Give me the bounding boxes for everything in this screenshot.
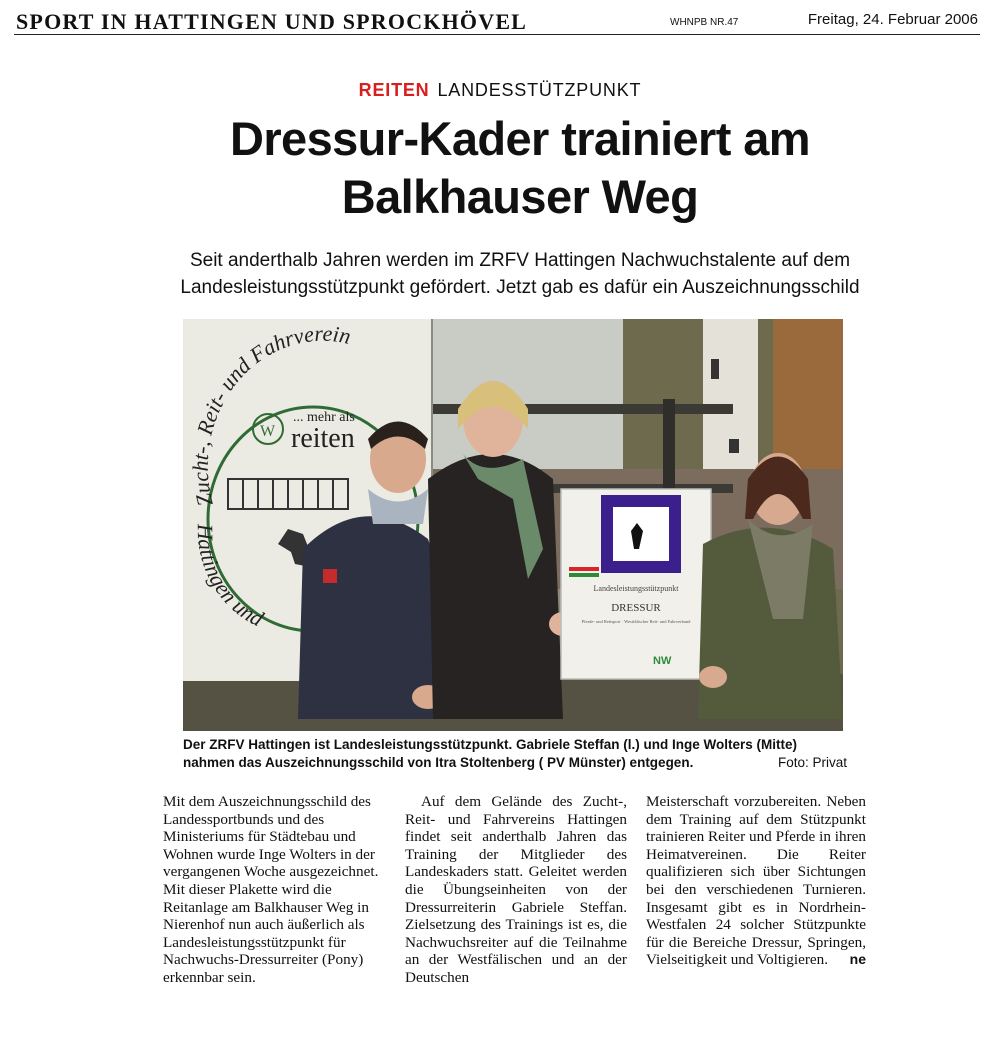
headline-line-1: Dressur-Kader trainiert am: [230, 112, 810, 165]
plaque-top-text: Landesleistungsstützpunkt: [593, 584, 679, 593]
subtitle-line-1: Seit anderthalb Jahren werden im ZRFV Hattingen Nachwuchstalente auf dem: [189, 250, 851, 271]
photo-credit: Foto: Privat: [777, 755, 847, 770]
body-column-3-text: Meisterschaft vorzubereiten. Neben dem Training auf dem Stützpunkt trainieren Reiter und Pferde in ihren Heimatvereinen. Die Reiter qualifizieren sich über Sichtungen bei den verschiedenen Turnieren. Insgesamt gibt es in Nordrhein-Westfalen 24 solcher Stützpunkte für die Bereiche Dressur, Springen, Vielseitigkeit und Voltigieren.: [646, 793, 866, 969]
plaque-title: DRESSUR: [611, 602, 661, 614]
article-photo: [183, 319, 843, 731]
body-column-2: Auf dem Gelände des Zucht-, Reit- und Fahrvereins Hattingen findet seit anderthalb Jahren das Training der Mitglieder des Landeskaders statt. Geleitet werden die Übungseinheiten von der Dressurreiterin Gabriele Steffan. Zielsetzung des Trainings ist es, die Nachwuchsreiter auf die Teilnahme an der Westfälischen und an der Deutschen: [405, 793, 627, 986]
subtitle: [110, 247, 930, 301]
sign-bottom-text: Hattingen und: [192, 523, 268, 632]
sign-mehr-text: ... mehr als: [293, 410, 355, 425]
page-code: WHNPB NR.47: [670, 17, 739, 28]
body-column-3: [646, 793, 866, 969]
sign-reiten-text: reiten: [291, 423, 355, 454]
subtitle-line-2: Landesleistungsstützpunkt gefördert. Jetzt gab es dafür ein Auszeichnungsschild: [180, 277, 860, 298]
headline-line-2: Balkhauser Weg: [341, 170, 699, 223]
kicker: [0, 80, 1000, 101]
issue-date: Freitag, 24. Februar 2006: [807, 11, 978, 28]
svg-text:NW: NW: [653, 655, 672, 667]
sign-arc-text: Zucht-, Reit- und Fahrverein: [187, 320, 353, 509]
svg-text:W: W: [260, 423, 276, 440]
plaque-small-text: Pferde- und Reitsport · Westfälischer Reit- und Fahrverband: [581, 619, 691, 624]
body-column-1: Mit dem Auszeichnungsschild des Landessportbunds und des Ministeriums für Städtebau und Wohnen wurde Inge Wolters in der vergangenen Woche ausgezeichnet. Mit dieser Plakette wird die Reitanlage am Balkhauser Weg in Nierenhof nun auch äußerlich als Landesleistungsstützpunkt für Nachwuchs-Dressurreiter (Pony) erkennbar sein.: [163, 793, 379, 986]
headline: [60, 110, 980, 226]
page-header: [14, 6, 980, 35]
author-signature: ne: [849, 951, 866, 968]
kicker-topic: LANDESSTÜTZPUNKT: [437, 80, 642, 100]
kicker-category: REITEN: [358, 80, 430, 100]
caption-line-2: nahmen das Auszeichnungsschild von Itra Stoltenberg ( PV Münster) entgegen.: [183, 755, 694, 770]
caption-line-1: Der ZRFV Hattingen ist Landesleistungsstützpunkt. Gabriele Steffan (l.) und Inge Wolters (Mitte): [183, 737, 798, 752]
award-plaque: [561, 489, 711, 679]
section-title: SPORT IN HATTINGEN UND SPROCKHÖVEL: [16, 9, 528, 34]
photo-caption: [183, 736, 847, 772]
